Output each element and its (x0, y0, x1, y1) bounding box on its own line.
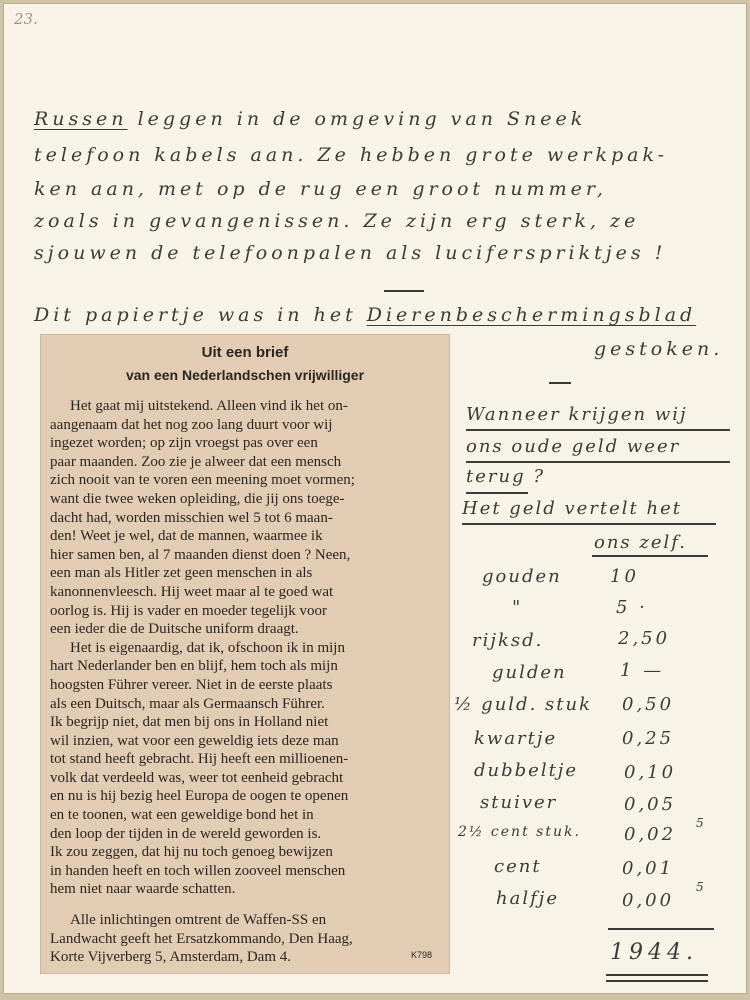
table-heading-3: terug ? (466, 466, 545, 487)
notebook-page (3, 3, 747, 994)
clipping-subtitle: van een Nederlandschen vrijwilliger (125, 367, 365, 383)
row-value-kwartje: 0,25 (622, 728, 675, 749)
row-value-dubbeltje: 0,10 (624, 762, 677, 783)
heading-underline-5 (592, 555, 708, 557)
note-line-1 (34, 108, 734, 130)
newspaper-clipping (40, 334, 450, 974)
row-label-rijksd: rijksd. (472, 630, 544, 651)
row-value-halfje: 0,00 (622, 890, 675, 911)
separator-dash-2 (549, 382, 571, 384)
year-label: 1944. (610, 940, 698, 965)
row-value-stuiver-2-5: 0,02 (624, 824, 677, 845)
note-line-4: zoals in gevangenissen. Ze zijn erg sterk, ze (34, 210, 640, 232)
clipping-note-line-1 (34, 304, 734, 326)
heading-underline-1 (466, 429, 730, 431)
note-line-2: telefoon kabels aan. Ze hebben grote werkpak- (34, 144, 669, 166)
table-heading-2: ons oude geld weer (466, 436, 681, 457)
row-value-halve-gulden: 0,50 (622, 694, 675, 715)
row-value-ditto: 5 · (616, 597, 648, 618)
clipping-note-text: Dit papiertje was in het (34, 304, 367, 326)
row-value-cent: 0,01 (622, 858, 675, 879)
row-value-rijksd: 2,50 (618, 628, 671, 649)
note-line-5: sjouwen de telefoonpalen als luciferspriktjes ! (34, 242, 667, 264)
row-label-stuiver: stuiver (480, 792, 558, 813)
separator-dash (384, 290, 424, 292)
year-underline-1 (606, 974, 708, 976)
page-number: 23. (14, 10, 38, 28)
table-heading-5: ons zelf. (594, 532, 688, 553)
row-label-gulden: gulden (492, 662, 567, 683)
row-sup-halfje: 5 (696, 880, 704, 894)
clipping-note-line-2: gestoken. (594, 338, 724, 360)
row-label-kwartje: kwartje (474, 728, 558, 749)
row-value-gouden: 10 (610, 566, 639, 587)
clipping-paragraph-1: Het gaat mij uitstekend. Alleen vind ik het on- aangenaam dat het nog zoo lang duurt voor wij ingezet worden; op zijn vroegst pas over een paar maanden. Zoo zie je alweer dat een mensch zich nooit van te voren een meening moet vormen; want die twee weken opleiding, die jij ons toege- dacht had, worden misschien wel 5 tot 6 maan- den! Weet je wel, dat de mannen, waarmee ik hier samen ben, al 7 maanden dienst doen ? Neen, een man als Hitler zet geen menschen in als kanonnenvleesch. Hij weet maar al te goed wat oorlog is. Hij is vader en moeder tegelijk voor een ieder die de Duitsche uniform draagt. (50, 398, 355, 638)
total-rule (608, 928, 714, 930)
row-value-gulden: 1 — (620, 660, 665, 681)
table-heading-1: Wanneer krijgen wij (466, 404, 688, 425)
row-label-gouden: gouden (482, 566, 562, 587)
row-value-stuiver: 0,05 (624, 794, 677, 815)
row-label-halve-gulden: ½ guld. stuk (454, 694, 592, 715)
clipping-paragraph-2: Het is eigenaardig, dat ik, ofschoon ik in mijn hart Nederlander ben en blijf, hem toch als mijn hoogsten Führer vereer. Niet in de eerste plaats als een Duitsch, maar als Germaansch Führer. Ik begrijp niet, dat men bij ons in Holland niet wil inzien, wat voor een geweldig iets deze man tot stand heeft gebracht. Hij heeft een millioenen- volk dat verdeeld was, weer tot eenheid gebracht en nu is hij bezig heel Europa de oogen te openen en te toonen, wat een geweldige bond het in den loop der tijden in de wereld geworden is. Ik zou zeggen, dat hij nu toch genoeg bewijzen in handen heeft en toch willen zooveel menschen hem niet naar waarde schatten. (50, 639, 349, 898)
clipping-paragraph-3: Alle inlichtingen omtrent de Waffen-SS en Landwacht geeft het Ersatzkommando, Den Haag, Korte Vijverberg 5, Amsterdam, Dam 4. (50, 912, 353, 966)
clipping-note-underlined: Dierenbeschermingsblad (366, 304, 697, 326)
row-label-cent: cent (494, 856, 542, 877)
clipping-code: K798 (410, 950, 432, 960)
clipping-title: Uit een brief (201, 344, 289, 361)
row-label-ditto: " (512, 597, 523, 618)
note-line-1-rest: leggen in de omgeving van Sneek (127, 108, 587, 130)
note-line-3: ken aan, met op de rug een groot nummer, (34, 178, 607, 200)
year-underline-2 (606, 980, 708, 982)
row-label-halfje: halfje (496, 888, 559, 909)
heading-underline-2 (466, 461, 730, 463)
row-sup-stuiver-2-5: 5 (696, 816, 704, 830)
row-label-stuiver-2-5: 2½ cent stuk. (458, 824, 581, 840)
heading-underline-3 (466, 492, 528, 494)
row-label-dubbeltje: dubbeltje (474, 760, 579, 781)
heading-underline-4 (462, 523, 716, 525)
note-first-word: Russen (34, 108, 128, 130)
table-heading-4: Het geld vertelt het (462, 498, 682, 519)
